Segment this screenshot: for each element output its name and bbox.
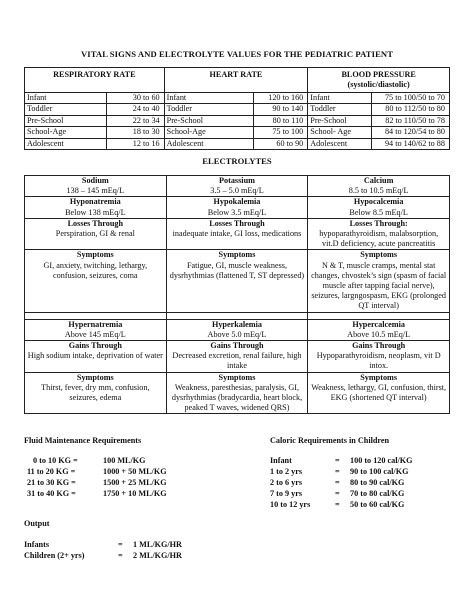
condition-value: Above 145 mEq/L — [64, 329, 126, 339]
hypercalcemia-cell — [308, 319, 450, 340]
rr-value: 12 to 16 — [106, 138, 164, 149]
electrolyte-name: Potassium — [219, 176, 255, 185]
output-eq: = — [118, 540, 123, 549]
output-group: Children (2+ yrs) — [24, 551, 85, 560]
symptoms-text: Fatigue, GI, muscle weakness, dysrhythmias (flattened T, ST depressed) — [169, 260, 305, 280]
potassium-cell — [166, 176, 308, 197]
symptoms-cell — [308, 372, 450, 414]
condition-name: Hypocalcemia — [353, 197, 404, 207]
cause-text: High sodium intake, deprivation of water — [27, 351, 163, 361]
fluid-heading: Fluid Maintenance Requirements — [24, 436, 142, 445]
hr-age: School-Age — [164, 127, 254, 138]
bp-age: Toddler — [308, 104, 372, 115]
symptoms-heading: Symptoms — [76, 372, 114, 382]
electrolyte-low-row — [25, 197, 450, 218]
bp-value: 94 to 140/62 to 88 — [372, 138, 450, 149]
cause-cell — [308, 341, 450, 373]
symptoms-cell — [166, 250, 308, 312]
symptoms-text: N & T, muscle cramps, mental stat changes, chvostek’s sign (spasm of facial muscle after tapping facial nerve), seizures, largngospasm, EKG (prolonged QT interval) — [311, 260, 447, 311]
condition-value: Below 138 mEq/L — [65, 207, 126, 217]
output-amount: 1 ML/KG/HR — [133, 540, 182, 549]
hr-value: 90 to 140 — [254, 104, 308, 115]
electrolyte-range: 138 – 145 mEq/L — [66, 186, 125, 196]
symptoms-heading: Symptoms — [76, 250, 114, 260]
symptoms-heading: Symptoms — [360, 250, 398, 260]
table-row — [25, 115, 450, 126]
spacer-cell — [308, 312, 450, 319]
electrolyte-name: Calcium — [363, 176, 394, 185]
cause-heading: Losses Through: — [349, 218, 408, 228]
caloric-age: 10 to 12 yrs — [270, 500, 311, 509]
caloric-eq: = — [335, 500, 340, 509]
caloric-age: 1 to 2 yrs — [270, 467, 303, 476]
cause-text: Hypoparathyroidism, neoplasm, vit D intox. — [316, 351, 441, 371]
output-eq: = — [118, 551, 123, 560]
table-row — [25, 138, 450, 149]
vital-signs-table — [24, 67, 450, 150]
hr-value: 75 to 100 — [254, 127, 308, 138]
bp-age: School- Age — [308, 127, 372, 138]
electrolyte-normal-row — [25, 176, 450, 197]
rr-value: 30 to 60 — [106, 93, 164, 104]
symptoms-text: Thirst, fever, dry mm, confusion, seizures, edema — [41, 382, 150, 403]
hr-age: Adolescent — [164, 138, 254, 149]
fluid-weight: 11 to 20 KG = — [27, 467, 76, 476]
cause-cell — [166, 218, 308, 250]
rr-age: Infant — [25, 93, 107, 104]
symptoms-cell — [166, 372, 308, 414]
hypernatremia-cell — [25, 319, 167, 340]
output-amount: 2 ML/KG/HR — [133, 551, 182, 560]
cause-heading: Losses Through — [67, 218, 124, 228]
fluid-amount: 100 ML/KG — [103, 456, 146, 465]
spacer-cell — [166, 312, 308, 319]
electrolyte-high-cause-row — [25, 341, 450, 373]
caloric-eq: = — [335, 467, 340, 476]
electrolytes-title: ELECTROLYTES — [202, 156, 272, 166]
symptoms-text: GI, anxiety, twitching, lethargy, confusion, seizures, coma — [43, 260, 148, 280]
symptoms-heading: Symptoms — [218, 250, 256, 260]
caloric-amount: 50 to 60 cal/KG — [350, 500, 405, 509]
bp-value: 82 to 110/50 to 78 — [372, 115, 450, 126]
electrolyte-low-cause-row — [25, 218, 450, 250]
fluid-weight: 21 to 30 KG = — [27, 478, 76, 487]
symptoms-cell — [308, 250, 450, 312]
symptoms-text: Weakness, lethargy, GI, confusion, thirst, EKG (shortened QT interval) — [311, 382, 447, 403]
hypokalemia-cell — [166, 197, 308, 218]
caloric-eq: = — [335, 478, 340, 487]
table-row — [25, 93, 450, 104]
cause-cell — [25, 218, 167, 250]
rr-value: 22 to 34 — [106, 115, 164, 126]
heart-rate-header: HEART RATE — [164, 68, 308, 93]
hr-age: Infant — [164, 93, 254, 104]
caloric-age: 2 to 6 yrs — [270, 478, 303, 487]
hypocalcemia-cell — [308, 197, 450, 218]
fluid-weight: 0 to 10 KG = — [33, 456, 78, 465]
hr-value: 80 to 110 — [254, 115, 308, 126]
cause-heading: Gains Through — [68, 341, 122, 351]
cause-text: inadequate intake, GI loss, medications — [172, 229, 302, 239]
respiratory-rate-header: RESPIRATORY RATE — [25, 68, 165, 93]
electrolyte-low-symptoms-row — [25, 250, 450, 312]
sodium-cell — [25, 176, 167, 197]
caloric-age: 7 to 9 yrs — [270, 489, 303, 498]
condition-value: Below 3.5 mEq/L — [207, 207, 267, 217]
hr-age: Toddler — [164, 104, 254, 115]
bp-subheader: (systolic/diastolic) — [347, 80, 410, 89]
rr-value: 24 to 40 — [106, 104, 164, 115]
hyponatremia-cell — [25, 197, 167, 218]
hr-age: Pre-School — [164, 115, 254, 126]
caloric-amount: 70 to 80 cal/KG — [350, 489, 405, 498]
caloric-amount: 100 to 120 cal/KG — [350, 456, 413, 465]
cause-text: hypoparathyroidism, malabsorption, vit.D deficiency, acute pancreatitis — [319, 229, 439, 249]
bp-value: 80 to 112/50 to 80 — [372, 104, 450, 115]
symptoms-heading: Symptoms — [218, 372, 256, 382]
spacer-cell — [25, 312, 167, 319]
condition-name: Hypokalemia — [213, 197, 261, 207]
cause-cell — [166, 341, 308, 373]
cause-text: Perspiration, GI & renal — [55, 229, 135, 239]
bp-value: 75 to 100/50 to 70 — [372, 93, 450, 104]
cause-heading: Gains Through — [352, 341, 406, 351]
hyperkalemia-cell — [166, 319, 308, 340]
bp-age: Pre-School — [308, 115, 372, 126]
rr-age: Pre-School — [25, 115, 107, 126]
electrolytes-table — [24, 175, 450, 414]
bp-header-label: BLOOD PRESSURE — [341, 70, 416, 79]
symptoms-cell — [25, 372, 167, 414]
fluid-amount: 1000 + 50 ML/KG — [103, 467, 167, 476]
table-row — [25, 127, 450, 138]
electrolyte-high-symptoms-row — [25, 372, 450, 414]
cause-cell — [308, 218, 450, 250]
condition-value: Below 8.5 mEq/L — [349, 207, 408, 217]
caloric-eq: = — [335, 456, 340, 465]
rr-age: Adolescent — [25, 138, 107, 149]
rr-age: School-Age — [25, 127, 107, 138]
output-group: Infants — [24, 540, 50, 549]
calcium-cell — [308, 176, 450, 197]
spacer-row — [25, 312, 450, 319]
page-title: VITAL SIGNS AND ELECTROLYTE VALUES FOR THE PEDIATRIC PATIENT — [80, 49, 394, 59]
output-heading: Output — [24, 519, 50, 528]
cause-heading: Losses Through — [209, 218, 265, 228]
table-row — [25, 104, 450, 115]
condition-value: Above 10.5 mEq/L — [347, 329, 411, 339]
caloric-age: Infant — [270, 456, 292, 465]
fluid-weight: 31 to 40 KG = — [27, 489, 76, 498]
bp-value: 84 to 120/54 to 80 — [372, 127, 450, 138]
fluid-amount: 1500 + 25 ML/KG — [103, 478, 167, 487]
blood-pressure-header — [308, 68, 450, 93]
rr-age: Toddler — [25, 104, 107, 115]
caloric-amount: 80 to 90 cal/KG — [350, 478, 405, 487]
condition-name: Hyperkalemia — [211, 319, 262, 329]
hr-value: 120 to 160 — [254, 93, 308, 104]
symptoms-text: Weakness, paresthesias, paralysis, GI, dysrhythmias (bradycardia, heart block, peaked T waves, widened QRS) — [171, 382, 303, 413]
hr-value: 60 to 90 — [254, 138, 308, 149]
condition-value: Above 5.0 mEq/L — [207, 329, 267, 339]
rr-value: 18 to 30 — [106, 127, 164, 138]
cause-text: Decreased excretion, renal failure, high intake — [172, 351, 302, 371]
cause-heading: Gains Through — [210, 341, 264, 351]
caloric-heading: Caloric Requirements in Children — [270, 436, 390, 445]
electrolyte-range: 3.5 – 5.0 mEq/L — [210, 186, 264, 196]
symptoms-cell — [25, 250, 167, 312]
condition-name: Hypercalcemia — [352, 319, 405, 329]
bp-age: Adolescent — [308, 138, 372, 149]
electrolyte-high-row — [25, 319, 450, 340]
fluid-amount: 1750 + 10 ML/KG — [103, 489, 167, 498]
electrolyte-range: 8.5 to 10.5 mEq/L — [348, 186, 409, 196]
bp-age: Infant — [308, 93, 372, 104]
electrolyte-name: Sodium — [81, 176, 109, 185]
condition-name: Hyponatremia — [69, 197, 121, 207]
caloric-eq: = — [335, 489, 340, 498]
condition-name: Hypernatremia — [68, 319, 123, 329]
caloric-amount: 90 to 100 cal/KG — [350, 467, 409, 476]
symptoms-heading: Symptoms — [360, 372, 398, 382]
cause-cell — [25, 341, 167, 373]
